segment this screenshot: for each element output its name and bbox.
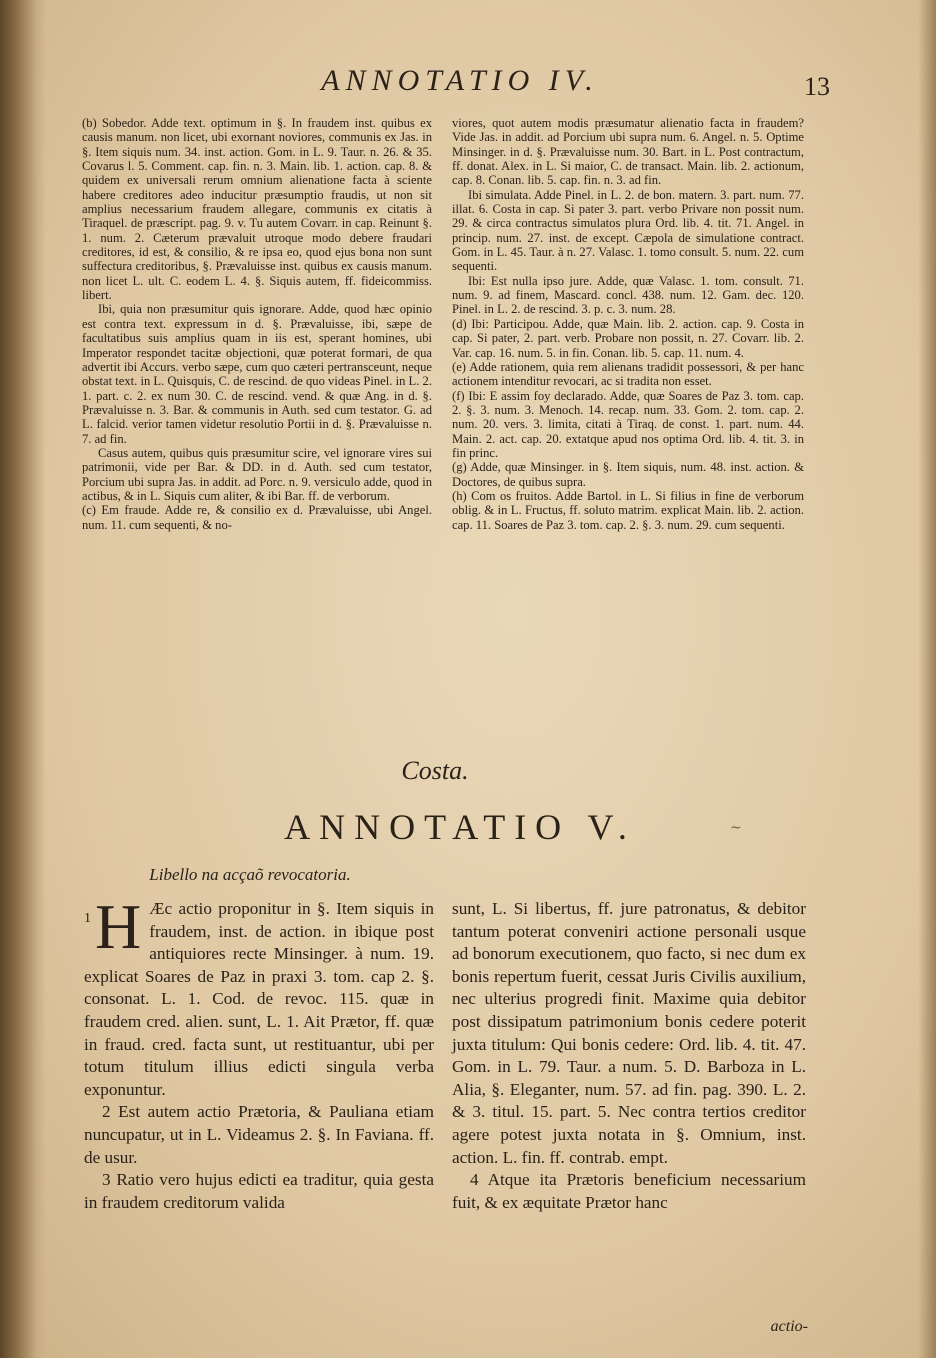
note-paragraph: (e) Adde rationem, quia rem alienans tradidit possessori, & per hanc actionem intenditur revocari, ac si tradita non esset.: [452, 359, 804, 389]
note-paragraph: Ibi simulata. Adde Pinel. in L. 2. de bon. matern. 3. part. num. 77. illat. 6. Costa in cap. Si pater 3. part. verbo Privare non possit num. 29. & circa contractus simulatos plura Ord. lib. 4. tit. 71. Angel. in princip. num. 27. inst. de except. Cæpola de simulatione contract. Gom. in L. 45. Taur. à n. 27. Valasc. 1. tomo consult. 5. num. 22. cum sequenti.: [452, 187, 804, 274]
body-paragraph: [84, 891, 434, 1101]
section-title: ANNOTATIO V.: [284, 807, 636, 847]
notes-column-right: [452, 116, 804, 532]
body-paragraph: sunt, L. Si libertus, ff. jure patronatus, & debitor tantum poterat conveniri actione personali usque ad bonorum executionem, quo facto, si nec dum ex bonis repertum fuerit, cessat Juris Civilis auxilium, nec ulterius progredi finit. Maxime quia debitor post dissipatum patrimonium bonis cedere poterit juxta titulum: Qui bonis cedere: Ord. lib. 4. tit. 47. Gom. in L. 79. Taur. a num. 5. D. Barboza in L. Alia, §. Eleganter, num. 57. ad fin. pag. 390. L. 2. & 3. titul. 15. part. 5. Nec contra tertios creditor agere potest juxta notata in §. Omnium, inst. action. L. fin. ff. contrab. empt.: [452, 899, 806, 1167]
section-author: Costa.: [401, 756, 469, 785]
note-paragraph: (h) Com os fruitos. Adde Bartol. in L. Si filius in fine de verborum oblig. & in L. Fructus, ff. soluto matrim. explicat Main. lib. 2. action. cap. 11. Soares de Paz 3. tom. cap. 2. §. 3. num. 29. cum sequenti.: [452, 488, 804, 532]
note-paragraph: (c) Em fraude. Adde re, & consilio ex d. Prævaluisse, ubi Angel. num. 11. cum sequenti, & no-: [82, 503, 432, 532]
catchword: actio-: [770, 1318, 808, 1335]
note-paragraph: (g) Adde, quæ Minsinger. in §. Item siquis, num. 48. inst. action. & Doctores, de quibus supra.: [452, 460, 804, 489]
body-paragraph: 2 Est autem actio Prætoria, & Pauliana etiam nuncupatur, ut in L. Videamus 2. §. In Faviana. ff. de usur.: [84, 1102, 434, 1167]
body-paragraph: 4 Atque ita Prætoris beneficium necessarium fuit, & ex æquitate Prætor hanc: [452, 1170, 806, 1212]
body-column-right: [452, 898, 806, 1214]
gutter-shadow: [0, 0, 46, 1358]
note-paragraph: viores, quot autem modis præsumatur alienatio facta in fraudem? Vide Jas. in addit. ad Porcium ubi supra num. 6. Angel. n. 5. Optime Minsinger. in d. §. Prævaluisse num. 30. Bart. in L. Post contractum, ff. donat. Alex. in L. Si maior, C. de transact. Main. lib. 2. actionum, cap. 8. Conan. lib. 5. cap. fin. n. 3. ad fin.: [452, 116, 804, 188]
page-edge-shadow: [918, 0, 936, 1358]
paragraph-number: 1: [84, 911, 91, 926]
notes-column-left: [82, 116, 432, 532]
note-paragraph: (b) Sobedor. Adde text. optimum in §. In fraudem inst. quibus ex causis manum. non licet, ubi exornant noviores, communis ex Jas. in §. Item siquis num. 34. inst. action. Gom. in L. 9. Taur. n. 26. & 35. Covarus l. 5. Comment. cap. fin. n. 3. Main. lib. 1. action. cap. 8. & quidem ex universali rerum omnium alienatione facta à sciente habere creditores adeo inducitur præsumptio fraudis, ut non sit amplius necessarium fraudem allegare, communis ex citatis à Tiraquel. de præscript. pag. 9. v. Tu autem Covarr. in cap. Reinunt §. 1. num. 2. Cæterum prævaluit utroque modo debere fraudari creditores, id est, & consilio, & re ipsa eo, quod ejus bona non sunt suffectura creditoribus, §. Prævaluisse inst. quibus ex causis manum. non licet L. ult. C. eodem L. 4. §. Siquis autem, ff. fideicommiss. libert.: [82, 116, 432, 303]
note-paragraph: (f) Ibi: E assim foy declarado. Adde, quæ Soares de Paz 3. tom. cap. 2. §. 3. num. 3. Menoch. 14. recap. num. 33. Gom. 2. tom. cap. 2. num. 20. vers. 3. limita, citati à Tiraq. de const. 1. part. num. 44. Main. 2. act. cap. 20. extatque apud nos optima Ord. lib. 4. tit. 3. in fin princ.: [452, 388, 804, 460]
page-number: 13: [804, 72, 830, 101]
drop-cap: H: [95, 891, 142, 962]
body-column-left: [84, 891, 434, 1214]
note-paragraph: Ibi: Est nulla ipso jure. Adde, quæ Valasc. 1. tom. consult. 71. num. 9. ad finem, Mascard. concl. 438. num. 12. Gam. dec. 120. Pinel. in L. 2. de rescind. 3. p. c. 3. num. 28.: [452, 273, 804, 317]
section-subtitle: Libello na acçaõ revocatoria.: [149, 865, 351, 884]
note-paragraph: Casus autem, quibus quis præsumitur scire, vel ignorare vires sui patrimonii, vide per Bar. & DD. in d. Auth. sed cum testator, Porcium ubi supra Jas. in addit. ad Porc. n. 9. versiculo adde, quod in actibus, & in L. Siquis cum aliter, & ibi Bar. ff. de verborum.: [82, 445, 432, 503]
ornament-mark: ~: [730, 820, 742, 836]
running-head: ANNOTATIO IV.: [321, 64, 599, 97]
note-paragraph: (d) Ibi: Participou. Adde, quæ Main. lib. 2. action. cap. 9. Costa in cap. Si pater, 2. part. verb. Probare non possit, n. 27. Covarr. lib. 2. Var. cap. 16. num. 5. in fin. Conan. lib. 5. cap. 11. num. 4.: [452, 316, 804, 360]
body-paragraph: 3 Ratio vero hujus edicti ea traditur, quia gesta in fraudem creditorum valida: [84, 1170, 434, 1212]
note-paragraph: Ibi, quia non præsumitur quis ignorare. Adde, quod hæc opinio est contra text. expressum in d. §. Prævaluisse, ibi, sæpe de facultatibus suis amplius quam in iis est, sperant homines, ubi Imperator respondet tacitæ objectioni, quæ poterat formari, de qua advertit ibi Accurs. verbo sæpe, cum quo cæteri pertransceunt, neque obstat text. in L. Quisquis, C. de rescind. de quo videas Pinel. in L. 2. 1. part. c. 2. ex num 30. C. de rescind. vend. & quæ Ang. in d. §. Prævaluisse n. 3. Bar. & communis in Auth. sed cum testator. G. ad L. falcid. verior tamen videtur resolutio Portii in d. §. Prævaluisse n. 7. ad fin.: [82, 302, 432, 446]
paragraph-text: Æc actio proponitur in §. Item siquis in fraudem, inst. de action. in ibique post antiquiores recte Minsinger. à num. 19. explicat Soares de Paz in praxi 3. tom. cap 2. §. consonat. L. 1. Cod. de revoc. 115. quæ in fraudem cred. alien. sunt, L. 1. Ait Prætor, ff. quæ in fraud. cred. facta sunt, ut restituantur, ubi per totum titulum illius edicti singula verba exponuntur.: [84, 899, 434, 1099]
